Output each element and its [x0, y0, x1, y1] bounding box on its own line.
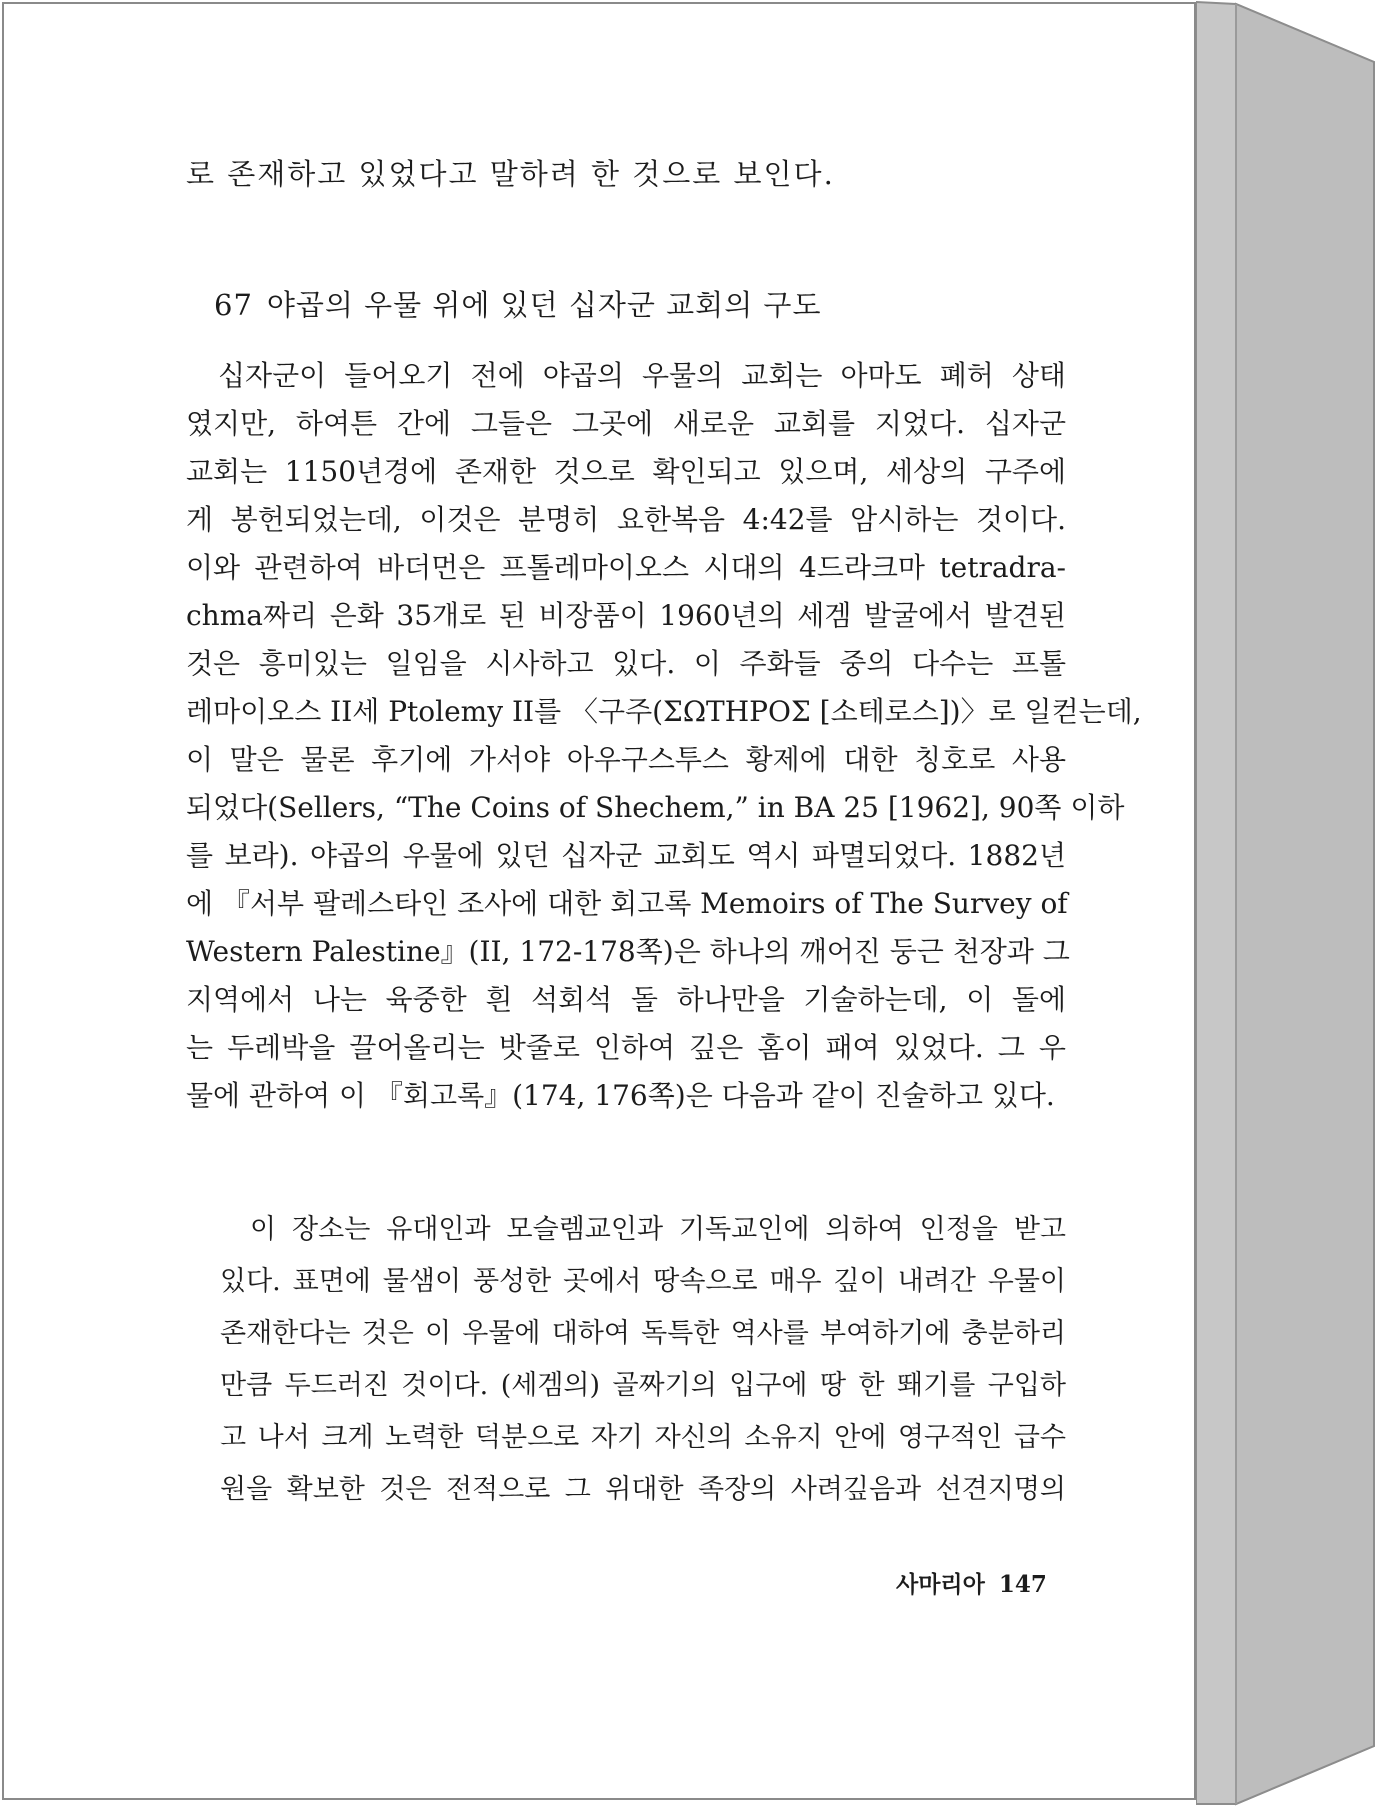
body-line: 지역에서 나는 육중한 흰 석회석 돌 하나만을 기술하는데, 이 돌에	[186, 983, 1066, 1016]
body-line: 십자군이 들어오기 전에 야곱의 우물의 교회는 아마도 폐허 상태	[218, 359, 1066, 392]
running-head: 사마리아	[896, 1572, 985, 1598]
body-line: 에 『서부 팔레스타인 조사에 대한 회고록 Memoirs of The Survey of	[186, 887, 1068, 920]
body-line: 되었다(Sellers, “The Coins of Shechem,” in BA 25 [1962], 90쪽 이하	[186, 791, 1125, 824]
section-title: 야곱의 우물 위에 있던 십자군 교회의 구도	[266, 288, 822, 322]
quote-line: 이 장소는 유대인과 모슬렘교인과 기독교인에 의하여 인정을 받고	[250, 1214, 1066, 1245]
quote-line: 원을 확보한 것은 전적으로 그 위대한 족장의 사려깊음과 선견지명의	[220, 1474, 1066, 1505]
body-paragraph	[186, 352, 1142, 1120]
body-line: Western Palestine』(II, 172-178쪽)은 하나의 깨어진 둥근 천장과 그	[186, 935, 1070, 968]
book-edge-shape	[1196, 0, 1390, 1806]
body-line: 레마이오스 II세 Ptolemy II를 〈구주(ΣΩTHPOΣ [소테로스])〉로 일컫는데,	[186, 695, 1142, 728]
body-line: 였지만, 하여튼 간에 그들은 그곳에 새로운 교회를 지었다. 십자군	[186, 407, 1066, 440]
quote-line: 고 나서 크게 노력한 덕분으로 자기 자신의 소유지 안에 영구적인 급수	[220, 1422, 1066, 1453]
block-quote	[220, 1204, 1066, 1516]
body-line: 교회는 1150년경에 존재한 것으로 확인되고 있으며, 세상의 구주에	[186, 455, 1066, 488]
body-line: 를 보라). 야곱의 우물에 있던 십자군 교회도 역시 파멸되었다. 1882년	[186, 839, 1066, 872]
quote-line: 존재한다는 것은 이 우물에 대하여 독특한 역사를 부여하기에 충분하리	[220, 1318, 1066, 1349]
quote-line: 만큼 두드러진 것이다. (세겜의) 골짜기의 입구에 땅 한 뙈기를 구입하	[220, 1370, 1066, 1401]
page-footer	[896, 1566, 1047, 1599]
section-heading	[214, 283, 821, 324]
body-line: 물에 관하여 이 『회고록』(174, 176쪽)은 다음과 같이 진술하고 있다.	[186, 1079, 1055, 1112]
body-line: 이 말은 물론 후기에 가서야 아우구스투스 황제에 대한 칭호로 사용	[186, 743, 1066, 776]
body-line: 이와 관련하여 바더먼은 프톨레마이오스 시대의 4드라크마 tetradra-	[186, 551, 1066, 584]
body-line: chma짜리 은화 35개로 된 비장품이 1960년의 세겜 발굴에서 발견된	[186, 599, 1066, 632]
continued-line: 로 존재하고 있었다고 말하려 한 것으로 보인다.	[186, 157, 835, 191]
body-line: 는 두레박을 끌어올리는 밧줄로 인하여 깊은 홈이 패여 있었다. 그 우	[186, 1031, 1066, 1064]
quote-line: 있다. 표면에 물샘이 풍성한 곳에서 땅속으로 매우 깊이 내려간 우물이	[220, 1266, 1066, 1297]
section-number: 67	[214, 288, 253, 322]
body-line: 게 봉헌되었는데, 이것은 분명히 요한복음 4:42를 암시하는 것이다.	[186, 503, 1066, 536]
page-number: 147	[998, 1571, 1047, 1598]
body-line: 것은 흥미있는 일임을 시사하고 있다. 이 주화들 중의 다수는 프톨	[186, 647, 1066, 680]
